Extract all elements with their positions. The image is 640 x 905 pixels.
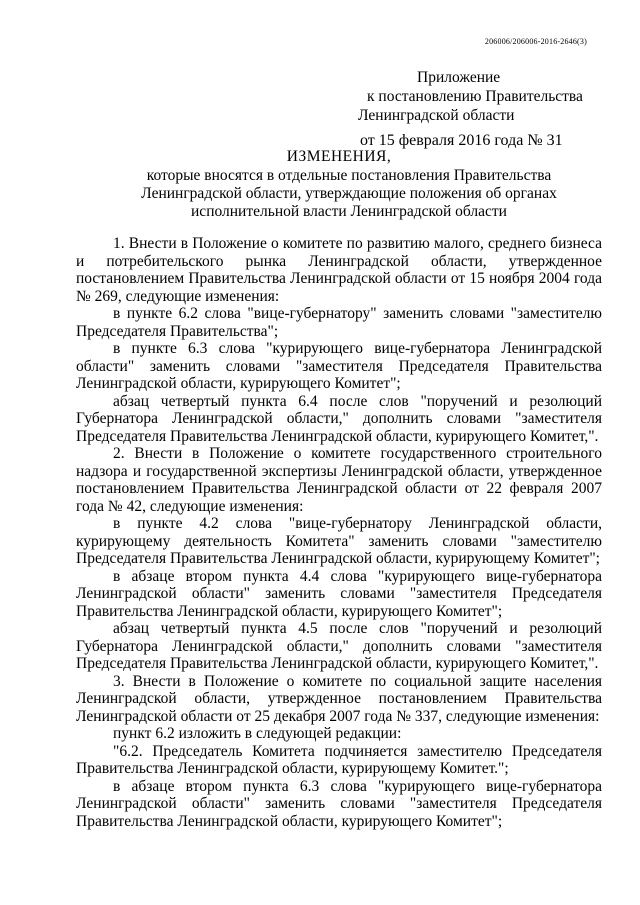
heading-subtitle-line: Ленинградской области, утверждающие положения об органах bbox=[141, 185, 557, 202]
heading-subtitle-line: которые вносятся в отдельные постановления Правительства bbox=[146, 167, 552, 184]
document-body bbox=[76, 235, 602, 830]
paragraph: 3. Внести в Положение о комитете по социальной защите населения Ленинградской области, утвержденное постановлением Правительства Ленинградской области от 25 декабря 2007 года № 337, следующие изменения: bbox=[76, 672, 602, 725]
paragraph: абзац четвертый пункта 4.5 после слов "поручений и резолюций Губернатора Ленинградской области," дополнить словами "заместителя Председателя Правительства Ленинградской области, курирующего Комитет,". bbox=[76, 620, 602, 672]
paragraph: пункт 6.2 изложить в следующей редакции: bbox=[113, 725, 402, 742]
appendix-date: от 15 февраля 2016 года № 31 bbox=[360, 132, 563, 149]
paragraph: 2. Внести в Положение о комитете государственного строительного надзора и государственной экспертизы Ленинградской области, утвержденное постановлением Правительства Ленинградской области от 22 февраля 2007 года № 42, следующие изменения: bbox=[76, 445, 602, 515]
paragraph: в абзаце втором пункта 6.3 слова "курирующего вице-губернатора Ленинградской области" заменить словами "заместителя Председателя Правительства Ленинградской области, курирующего Комитет"; bbox=[76, 777, 602, 830]
heading-subtitle-line: исполнительной власти Ленинградской области bbox=[191, 203, 507, 220]
appendix-title: Приложение bbox=[417, 69, 501, 86]
paragraph: в абзаце втором пункта 4.4 слова "курирующего вице-губернатора Ленинградской области" заменить словами "заместителя Председателя Правительства Ленинградской области, курирующего Комитет"; bbox=[76, 567, 602, 620]
appendix-line-region: Ленинградской области bbox=[358, 107, 515, 124]
document-heading bbox=[0, 148, 640, 221]
heading-title: ИЗМЕНЕНИЯ, bbox=[286, 148, 392, 165]
document-id: 206006/206006-2016-2646(3) bbox=[484, 37, 587, 46]
paragraph: абзац четвертый пункта 6.4 после слов "поручений и резолюций Губернатора Ленинградской области," дополнить словами "заместителя Председателя Правительства Ленинградской области, курирующего Комитет,". bbox=[76, 392, 602, 445]
paragraph: 1. Внести в Положение о комитете по развитию малого, среднего бизнеса и потребительского рынка Ленинградской области, утвержденное постановлением Правительства Ленинградской области от 15 ноября 2004 года № 269, следующие изменения: bbox=[76, 235, 602, 305]
appendix-block bbox=[358, 68, 583, 150]
appendix-line-resolution: к постановлению Правительства bbox=[367, 88, 583, 105]
paragraph: в пункте 4.2 слова "вице-губернатору Ленинградской области, курирующему деятельность Комитета" заменить словами "заместителю Председателя Правительства Ленинградской области, курирующему Комитет"; bbox=[76, 515, 602, 567]
paragraph: в пункте 6.3 слова "курирующего вице-губернатора Ленинградской области" заменить словами "заместителя Председателя Правительства Ленинградской области, курирующего Комитет"; bbox=[76, 340, 602, 392]
paragraph: "6.2. Председатель Комитета подчиняется заместителю Председателя Правительства Ленинградской области, курирующему Комитет."; bbox=[76, 742, 602, 777]
paragraph: в пункте 6.2 слова "вице-губернатору" заменить словами "заместителю Председателя Правительства"; bbox=[76, 305, 602, 340]
